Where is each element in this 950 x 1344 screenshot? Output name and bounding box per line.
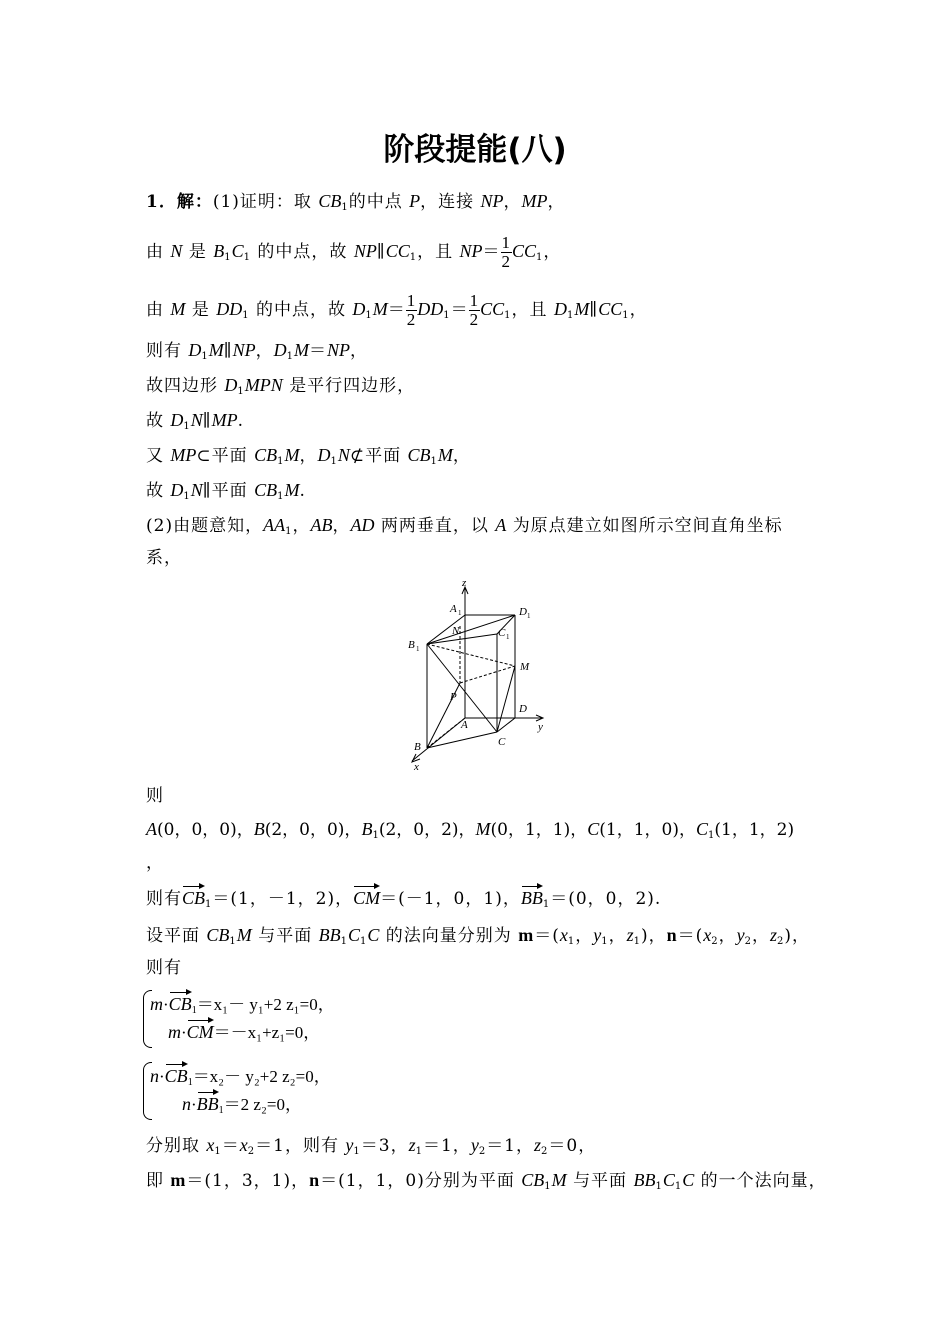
- svg-text:1: 1: [416, 645, 420, 653]
- label-D: D: [519, 703, 527, 715]
- label-x: x: [414, 761, 419, 773]
- label-B1: B: [408, 639, 415, 651]
- label-M: M: [520, 661, 530, 673]
- system-1-eq1: $m\cdot CB_1=x_1- y_1+2$ z₁=0，: [150, 994, 335, 1016]
- vectors-line: 则有$CB_1=(1$，－1，2)，CM＝(－1，0，1)，$BB_1=(0$，0，2).: [146, 888, 662, 910]
- coordinates-line: A(0，0，0)，B(2，0，0)，$B_1(2$，0，2)，M(0，1，1)，C(1，1，0)，$C_1(1$，1，2): [146, 819, 795, 841]
- normals-line: 设平面 $CB_1M$ 与平面 $BB_1C_1C$ 的法向量分别为 $m=(x_1$，$y_1$，$z_1$)，$n=(x_2$，$y_2$，$z_2$)，: [146, 925, 811, 947]
- svg-text:1: 1: [458, 609, 462, 617]
- solution-line-9: (2)由题意知，$AA_1$，AB，AD 两两垂直，以 A 为原点建立如图所示空间直角坐标: [146, 515, 783, 537]
- label-y: y: [538, 721, 543, 733]
- system-2-eq2: $n\cdot BB_1=2$ z₂=0，: [182, 1094, 302, 1116]
- label-P: P: [450, 691, 457, 703]
- label-A: A: [461, 719, 468, 731]
- solution-line-8: 故 $D_1N\parallel$平面 $CB_1M$.: [146, 480, 306, 502]
- label-C: C: [498, 736, 506, 748]
- solution-line-11: 则: [146, 786, 164, 806]
- system-1-eq2: m·CM＝－x₁+z₁=0，: [168, 1022, 321, 1042]
- label-A1: A: [450, 603, 457, 615]
- label-B: B: [414, 741, 421, 753]
- normals-line-2: 则有: [146, 958, 182, 978]
- solution-line-10: 系，: [146, 548, 182, 568]
- label-N: N: [452, 625, 460, 637]
- label-D1: D: [519, 606, 527, 618]
- svg-text:1: 1: [527, 612, 531, 620]
- svg-text:1: 1: [506, 633, 510, 641]
- coordinates-tail: ，: [146, 853, 164, 873]
- normal-vectors-result: 即 m＝(1，3，1)，n＝(1，1，0)分别为平面 $CB_1M$ 与平面 $BB_1C_1C$ 的一个法向量，: [146, 1170, 827, 1192]
- solution-line-6: 故 $D_1N\parallel MP$.: [146, 410, 245, 432]
- solution-line-4: 则有 $D_1M\parallel NP$，$D_1M=NP$，: [146, 340, 369, 362]
- label-z: z: [462, 578, 467, 589]
- label-C1: C: [498, 627, 506, 639]
- page-title: 阶段提能(八): [383, 132, 567, 168]
- solution-line-2: 由 N 是 $B_1C_1$ 的中点，故 $NP\parallel CC_1$，且 NP＝ $\frac{1}{2}$ $CC_1$，: [146, 233, 562, 271]
- take-values-line: 分别取 $x_1=x_2=1$，则有 $y_1=3$，$z_1=1$，$y_2=1$，$z_2=0$，: [146, 1135, 597, 1157]
- coordinate-prism-figure: [400, 578, 560, 773]
- solution-line-3: 由 M 是 $DD_1$ 的中点，故 $D_1M=$ $\frac{1}{2}$ $DD_1=$ $\frac{1}{2}$ $CC_1$，且 $D_1M\parallel CC_1$，: [146, 291, 648, 329]
- solution-line-1: 1．解：(1)证明：取 $CB_1$的中点 P，连接 NP，MP，: [146, 191, 566, 213]
- solution-line-5: 故四边形 $D_1MPN$ 是平行四边形，: [146, 375, 416, 397]
- system-2-eq1: $n\cdot CB_1=x_2- y_2+2$ z₂=0，: [150, 1066, 331, 1088]
- solution-line-7: 又 MP⊂平面 $CB_1M$，$D_1N⊄$平面 $CB_1M$，: [146, 445, 471, 467]
